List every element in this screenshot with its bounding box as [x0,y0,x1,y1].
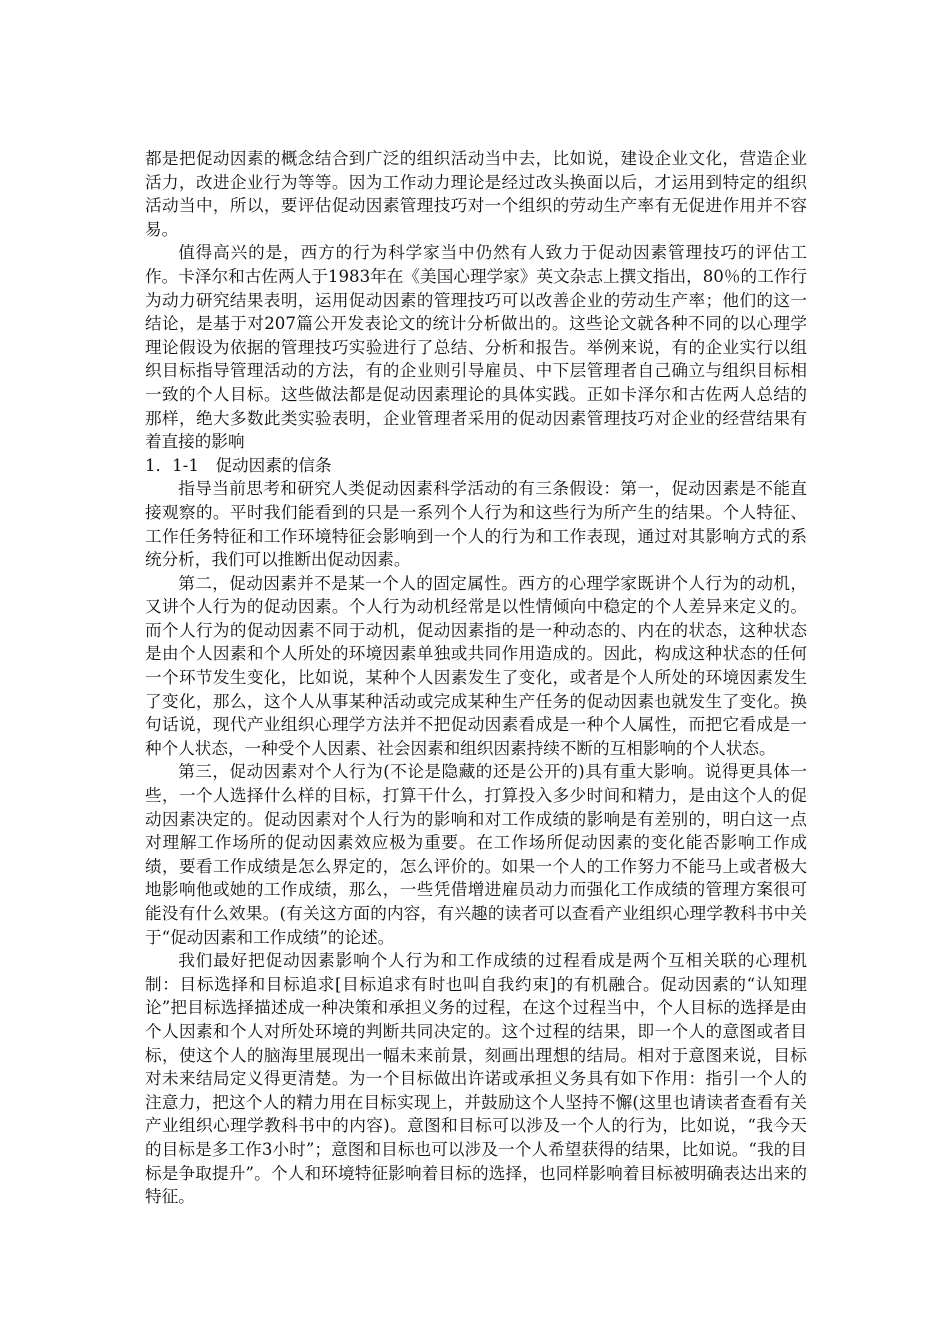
paragraph: 第二，促动因素并不是某一个人的固定属性。西方的心理学家既讲个人行为的动机，又讲个人行为的促动因素。个人行为动机经常是以性情倾向中稳定的个人差异来定义的。而个人行为的促动因素不同于动机，促动因素指的是一种动态的、内在的状态，这种状态是由个人因素和个人所处的环境因素单独或共同作用造成的。因此，构成这种状态的任何一个环节发生变化，比如说，某种个人因素发生了变化，或者是个人所处的环境因素发生了变化，那么，这个人从事某种活动或完成某种生产任务的促动因素也就发生了变化。换句话说，现代产业组织心理学方法并不把促动因素看成是一种个人属性，而把它看成是一种个人状态，一种受个人因素、社会因素和组织因素持续不断的互相影响的个人状态。 [145,573,807,758]
paragraph: 第三，促动因素对个人行为(不论是隐藏的还是公开的)具有重大影响。说得更具体一些，一个人选择什么样的目标，打算干什么，打算投入多少时间和精力，是由这个人的促动因素决定的。促动因素对个人行为的影响和对工作成绩的影响是有差别的，明白这一点对理解工作场所的促动因素效应极为重要。在工作场所促动因素的变化能否影响工作成绩，要看工作成绩是怎么界定的，怎么评价的。如果一个人的工作努力不能马上或者极大地影响他或她的工作成绩，那么，一些凭借增进雇员动力而强化工作成绩的管理方案很可能没有什么效果。(有关这方面的内容，有兴趣的读者可以查看产业组织心理学教科书中关于“促动因素和工作成绩”的论述。 [145,762,807,947]
section-heading: 1．1-1 促动因素的信条 [145,455,332,475]
paragraph: 我们最好把促动因素影响个人行为和工作成绩的过程看成是两个互相关联的心理机制：目标选择和目标追求[目标追求有时也叫自我约束]的有机融合。促动因素的“认知理论”把目标选择描述成一种决策和承担义务的过程，在这个过程当中，个人目标的选择是由个人因素和个人对所处环境的判断共同决定的。这个过程的结果，即一个人的意图或者目标，使这个人的脑海里展现出一幅未来前景，刻画出理想的结局。相对于意图来说，目标对未来结局定义得更清楚。为一个目标做出许诺或承担义务具有如下作用：指引一个人的注意力，把这个人的精力用在目标实现上，并鼓励这个人坚持不懈(这里也请读者查看有关产业组织心理学教科书中的内容)。意图和目标可以涉及一个人的行为，比如说，“我今天的目标是多工作3小时”；意图和目标也可以涉及一个人希望获得的结果，比如说。“我的目标是争取提升”。个人和环境特征影响着目标的选择，也同样影响着目标被明确表达出来的特征。 [145,951,807,1207]
document-page [145,147,807,1209]
paragraph-continuation: 都是把促动因素的概念结合到广泛的组织活动当中去，比如说，建设企业文化，营造企业活力，改进企业行为等等。因为工作动力理论是经过改头换面以后，才运用到特定的组织活动当中，所以，要评估促动因素管理技巧对一个组织的劳动生产率有无促进作用并不容易。 [145,149,807,239]
paragraph: 值得高兴的是，西方的行为科学家当中仍然有人致力于促动因素管理技巧的评估工作。卡泽尔和古佐两人于1983年在《美国心理学家》英文杂志上撰文指出，80％的工作行为动力研究结果表明，运用促动因素的管理技巧可以改善企业的劳动生产率；他们的这一结论，是基于对207篇公开发表论文的统计分析做出的。这些论文就各种不同的以心理学理论假设为依据的管理技巧实验进行了总结、分析和报告。举例来说，有的企业实行以组织目标指导管理活动的方法，有的企业则引导雇员、中下层管理者自己确立与组织目标相一致的个人目标。这些做法都是促动因素理论的具体实践。正如卡泽尔和古佐两人总结的那样，绝大多数此类实验表明，企业管理者采用的促动因素管理技巧对企业的经营结果有着直接的影响 [145,243,807,452]
paragraph: 指导当前思考和研究人类促动因素科学活动的有三条假设：第一，促动因素是不能直接观察的。平时我们能看到的只是一系列个人行为和这些行为所产生的结果。个人特征、工作任务特征和工作环境特征会影响到一个人的行为和工作表现，通过对其影响方式的系统分析，我们可以推断出促动因素。 [145,479,807,570]
